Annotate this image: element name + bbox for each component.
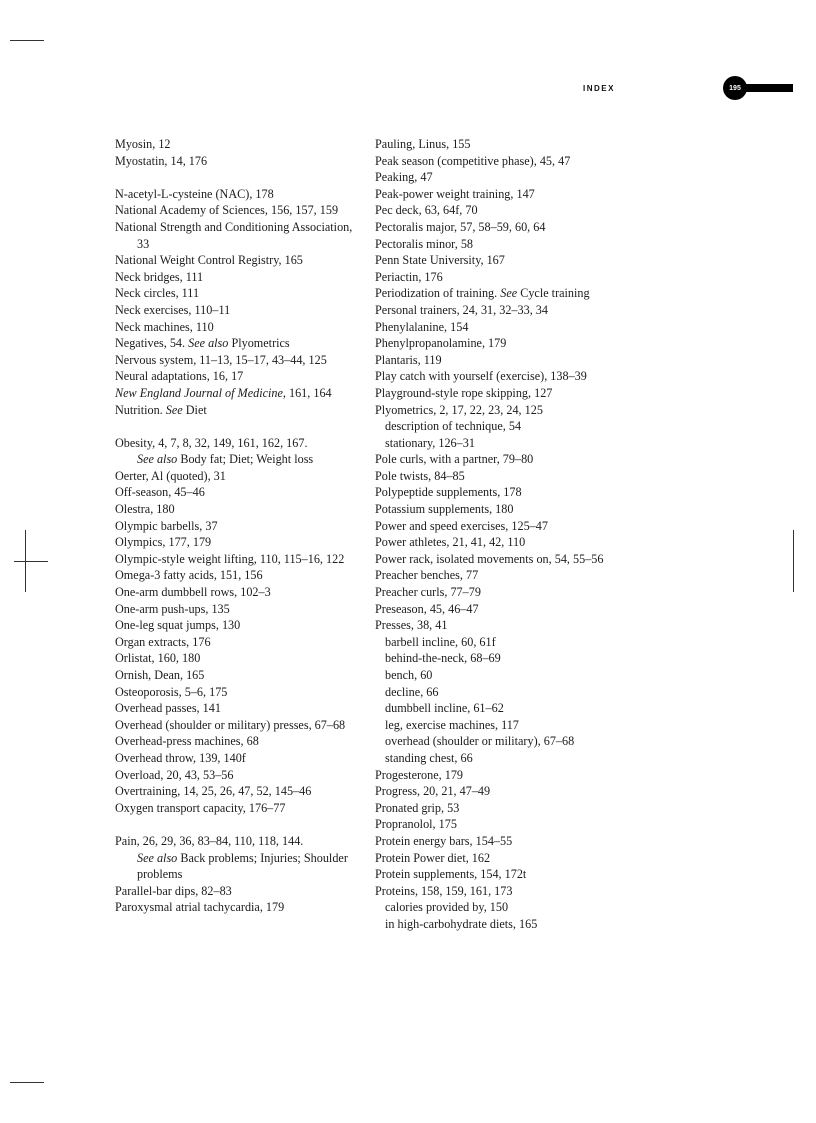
index-entry — [375, 451, 620, 468]
index-entry — [115, 136, 360, 153]
index-entry — [115, 717, 360, 734]
index-entry-text: Pole curls, with a partner, 79–80 — [375, 452, 534, 467]
index-entry-text: Peak-power weight training, 147 — [375, 186, 535, 201]
index-entry — [375, 368, 620, 385]
index-entry — [115, 899, 360, 916]
index-entry — [375, 484, 620, 501]
index-entry-text: standing chest, 66 — [385, 750, 473, 765]
index-entry — [115, 302, 360, 319]
index-entry-text: in high-carbohydrate diets, 165 — [385, 916, 538, 931]
index-entry-text: Polypeptide supplements, 178 — [375, 485, 522, 500]
index-entry-text: Body fat; Diet; Weight loss — [177, 452, 314, 467]
index-entry-text: Paroxysmal atrial tachycardia, 179 — [115, 900, 285, 915]
index-entry — [115, 219, 360, 252]
index-entry-text: calories provided by, 150 — [385, 900, 509, 915]
letter-group-gap — [115, 418, 360, 435]
index-entry-italic-text: See — [500, 286, 518, 301]
index-entry — [115, 667, 360, 684]
index-subentry — [375, 700, 620, 717]
index-entry-text: Penn State University, 167 — [375, 253, 505, 268]
index-entry-text: Proteins, 158, 159, 161, 173 — [375, 883, 513, 898]
index-entry-text: Neural adaptations, 16, 17 — [115, 369, 244, 384]
registration-mark-right-v — [793, 530, 794, 592]
index-entry-text: Oxygen transport capacity, 176–77 — [115, 800, 286, 815]
index-entry — [375, 269, 620, 286]
index-entry-italic-text: See also — [137, 452, 178, 467]
index-entry-text: Neck bridges, 111 — [115, 269, 204, 284]
index-subentry — [375, 750, 620, 767]
running-header: INDEX — [583, 84, 615, 93]
index-entry-text: Pectoralis minor, 58 — [375, 236, 474, 251]
index-entry — [375, 335, 620, 352]
index-entry-text: N-acetyl-L-cysteine (NAC), 178 — [115, 186, 274, 201]
index-entry — [115, 650, 360, 667]
page-number: 195 — [723, 76, 747, 100]
index-entry-text: Olestra, 180 — [115, 502, 175, 517]
index-entry — [375, 252, 620, 269]
index-entry — [115, 468, 360, 485]
index-entry-text: barbell incline, 60, 61f — [385, 634, 496, 649]
index-entry-text: Play catch with yourself (exercise), 138–39 — [375, 369, 587, 384]
index-entry — [115, 153, 360, 170]
index-entry-text: Plantaris, 119 — [375, 352, 442, 367]
registration-mark-left-v — [25, 530, 26, 592]
index-subentry — [375, 899, 620, 916]
index-entry — [375, 302, 620, 319]
index-entry — [375, 319, 620, 336]
index-entry-text: Neck circles, 111 — [115, 286, 200, 301]
index-subentry — [375, 717, 620, 734]
crop-mark-bottom-left — [10, 1082, 44, 1083]
index-entry-text: Pole twists, 84–85 — [375, 468, 465, 483]
index-entry-text: decline, 66 — [385, 684, 439, 699]
index-entry — [375, 169, 620, 186]
index-entry-text: Myostatin, 14, 176 — [115, 153, 208, 168]
index-entry-text: Overload, 20, 43, 53–56 — [115, 767, 234, 782]
index-entry-text: 161, 164 — [285, 385, 332, 400]
index-entry — [375, 850, 620, 867]
index-entry-text: Nutrition. — [115, 402, 166, 417]
index-entry — [375, 136, 620, 153]
index-entry — [375, 402, 620, 419]
index-entry-italic-text: See also — [188, 336, 229, 351]
crop-mark-top-left — [10, 40, 44, 41]
index-entry — [375, 236, 620, 253]
index-entry-text: description of technique, 54 — [385, 419, 522, 434]
index-entry — [115, 617, 360, 634]
index-entry — [375, 567, 620, 584]
index-entry-text: Pain, 26, 29, 36, 83–84, 110, 118, 144. — [115, 833, 304, 848]
index-entry — [115, 750, 360, 767]
index-subentry — [375, 667, 620, 684]
index-entry-text: Overhead passes, 141 — [115, 701, 221, 716]
index-subentry — [375, 916, 620, 933]
index-entry-text: Preseason, 45, 46–47 — [375, 601, 479, 616]
index-entry-text: Power and speed exercises, 125–47 — [375, 518, 548, 533]
index-entry-text: Propranolol, 175 — [375, 817, 457, 832]
index-entry — [115, 402, 360, 419]
index-entry — [375, 816, 620, 833]
index-entry — [375, 767, 620, 784]
index-entry — [115, 634, 360, 651]
index-entry-text: stationary, 126–31 — [385, 435, 475, 450]
index-entry-italic-text: New England Journal of Medicine, — [115, 385, 286, 400]
index-entry — [115, 501, 360, 518]
index-entry — [115, 335, 360, 352]
index-entry — [375, 219, 620, 236]
index-entry-text: Potassium supplements, 180 — [375, 502, 514, 517]
index-entry — [115, 767, 360, 784]
index-entry — [375, 833, 620, 850]
index-entry-text: Myosin, 12 — [115, 137, 171, 151]
index-entry-text: Playground-style rope skipping, 127 — [375, 385, 553, 400]
index-entry-text: One-leg squat jumps, 130 — [115, 618, 241, 633]
index-entry — [375, 153, 620, 170]
index-entry-text: Overhead-press machines, 68 — [115, 734, 259, 749]
index-entry-text: Diet — [182, 402, 207, 417]
index-subentry — [375, 650, 620, 667]
index-subentry — [375, 418, 620, 435]
index-entry-text: Omega-3 fatty acids, 151, 156 — [115, 568, 263, 583]
index-entry-text: Cycle training — [517, 286, 590, 301]
index-entry-text: Protein supplements, 154, 172t — [375, 867, 527, 882]
index-entry — [115, 833, 360, 883]
index-entry — [375, 883, 620, 900]
index-entry — [375, 617, 620, 634]
index-entry — [115, 202, 360, 219]
index-entry — [115, 733, 360, 750]
index-entry-text: Peak season (competitive phase), 45, 47 — [375, 153, 571, 168]
index-entry — [115, 567, 360, 584]
index-entry — [115, 368, 360, 385]
letter-group-gap — [115, 169, 360, 186]
index-entry-text: Plyometrics — [228, 336, 290, 351]
index-entry-text: behind-the-neck, 68–69 — [385, 651, 501, 666]
index-entry-text: Overhead throw, 139, 140f — [115, 750, 246, 765]
index-entry-text: Protein energy bars, 154–55 — [375, 833, 513, 848]
index-entry-text: Personal trainers, 24, 31, 32–33, 34 — [375, 302, 548, 317]
index-entry-text: Parallel-bar dips, 82–83 — [115, 883, 232, 898]
index-entry-text: Neck exercises, 110–11 — [115, 302, 231, 317]
index-entry-text: Obesity, 4, 7, 8, 32, 149, 161, 162, 167. — [115, 435, 308, 450]
index-entry-text: National Academy of Sciences, 156, 157, 159 — [115, 203, 339, 218]
index-entry-text: Back problems; Injuries; Shoulder problems — [137, 850, 348, 882]
index-entry-text: Overtraining, 14, 25, 26, 47, 52, 145–46 — [115, 784, 312, 799]
index-entry — [375, 468, 620, 485]
index-entry — [375, 385, 620, 402]
index-entry-text: Oerter, Al (quoted), 31 — [115, 468, 226, 483]
index-entry — [115, 584, 360, 601]
index-entry-text: Negatives, 54. — [115, 336, 189, 351]
index-entry-text: Power rack, isolated movements on, 54, 55–56 — [375, 551, 604, 566]
index-entry-text: Pectoralis major, 57, 58–59, 60, 64 — [375, 219, 546, 234]
index-entry — [115, 534, 360, 551]
index-entry-text: Nervous system, 11–13, 15–17, 43–44, 125 — [115, 352, 327, 367]
index-subentry — [375, 684, 620, 701]
index-entry-italic-text: See — [165, 402, 183, 417]
index-entry-text: Overhead (shoulder or military) presses, 67–68 — [115, 717, 346, 732]
index-entry-text: National Strength and Conditioning Association, 33 — [115, 219, 353, 251]
index-entry-text: Preacher curls, 77–79 — [375, 585, 481, 600]
index-entry — [115, 385, 360, 402]
index-entry-text: Pronated grip, 53 — [375, 800, 460, 815]
index-entry-text: Neck machines, 110 — [115, 319, 214, 334]
index-entry — [375, 186, 620, 203]
index-entry — [115, 484, 360, 501]
index-column-right — [375, 136, 620, 933]
index-entry-text: Off-season, 45–46 — [115, 485, 205, 500]
index-entry — [115, 319, 360, 336]
index-entry-text: leg, exercise machines, 117 — [385, 717, 519, 732]
index-entry-text: Peaking, 47 — [375, 170, 433, 185]
index-entry-text: Ornish, Dean, 165 — [115, 668, 205, 682]
index-entry — [375, 285, 620, 302]
index-entry — [375, 352, 620, 369]
index-subentry — [375, 733, 620, 750]
index-entry — [115, 518, 360, 535]
index-entry — [115, 551, 360, 568]
index-entry — [115, 285, 360, 302]
index-entry — [375, 501, 620, 518]
index-entry-text: Osteoporosis, 5–6, 175 — [115, 684, 228, 699]
index-entry-text: Phenylpropanolamine, 179 — [375, 336, 507, 351]
index-entry-text: Organ extracts, 176 — [115, 634, 211, 649]
index-entry-italic-text: See also — [137, 850, 178, 865]
index-entry — [115, 269, 360, 286]
index-entry — [375, 584, 620, 601]
index-entry — [375, 601, 620, 618]
index-entry-text: One-arm push-ups, 135 — [115, 601, 230, 616]
index-entry — [115, 601, 360, 618]
index-entry — [115, 186, 360, 203]
index-entry-text: dumbbell incline, 61–62 — [385, 701, 504, 716]
index-entry — [115, 800, 360, 817]
index-entry-text: Olympic barbells, 37 — [115, 518, 218, 533]
index-entry — [115, 435, 360, 468]
index-entry-text: Power athletes, 21, 41, 42, 110 — [375, 535, 526, 550]
index-entry-text: Orlistat, 160, 180 — [115, 651, 201, 666]
index-entry-text: Plyometrics, 2, 17, 22, 23, 24, 125 — [375, 402, 543, 417]
index-entry — [375, 534, 620, 551]
index-entry-text: Pec deck, 63, 64f, 70 — [375, 203, 478, 218]
index-entry — [115, 252, 360, 269]
index-entry-text: Progesterone, 179 — [375, 767, 464, 782]
index-entry-text: Phenylalanine, 154 — [375, 319, 469, 334]
folio-bar — [740, 84, 793, 92]
index-entry — [375, 866, 620, 883]
index-entry-text: Progress, 20, 21, 47–49 — [375, 784, 491, 799]
index-subentry — [375, 634, 620, 651]
index-entry — [115, 684, 360, 701]
index-entry-text: One-arm dumbbell rows, 102–3 — [115, 585, 271, 600]
letter-group-gap — [115, 816, 360, 833]
index-entry — [115, 700, 360, 717]
index-entry — [115, 883, 360, 900]
index-entry-text: Protein Power diet, 162 — [375, 850, 491, 865]
index-entry-text: Periodization of training. — [375, 286, 501, 301]
index-entry — [115, 352, 360, 369]
index-entry-text: Preacher benches, 77 — [375, 568, 479, 583]
index-entry-text: Olympic-style weight lifting, 110, 115–16, 122 — [115, 551, 345, 566]
index-entry — [375, 551, 620, 568]
index-entry — [375, 518, 620, 535]
index-entry-text: overhead (shoulder or military), 67–68 — [385, 734, 575, 749]
index-subentry — [375, 435, 620, 452]
index-entry — [375, 202, 620, 219]
index-entry — [375, 800, 620, 817]
index-entry-text: Presses, 38, 41 — [375, 618, 448, 633]
index-entry-text: Olympics, 177, 179 — [115, 535, 212, 550]
index-entry — [375, 783, 620, 800]
index-entry — [115, 783, 360, 800]
index-column-left — [115, 136, 360, 916]
index-entry-text: National Weight Control Registry, 165 — [115, 253, 303, 268]
index-entry-text: bench, 60 — [385, 668, 433, 682]
index-entry-text: Periactin, 176 — [375, 269, 443, 284]
index-entry-text: Pauling, Linus, 155 — [375, 137, 471, 151]
registration-mark-left-h — [14, 561, 48, 562]
